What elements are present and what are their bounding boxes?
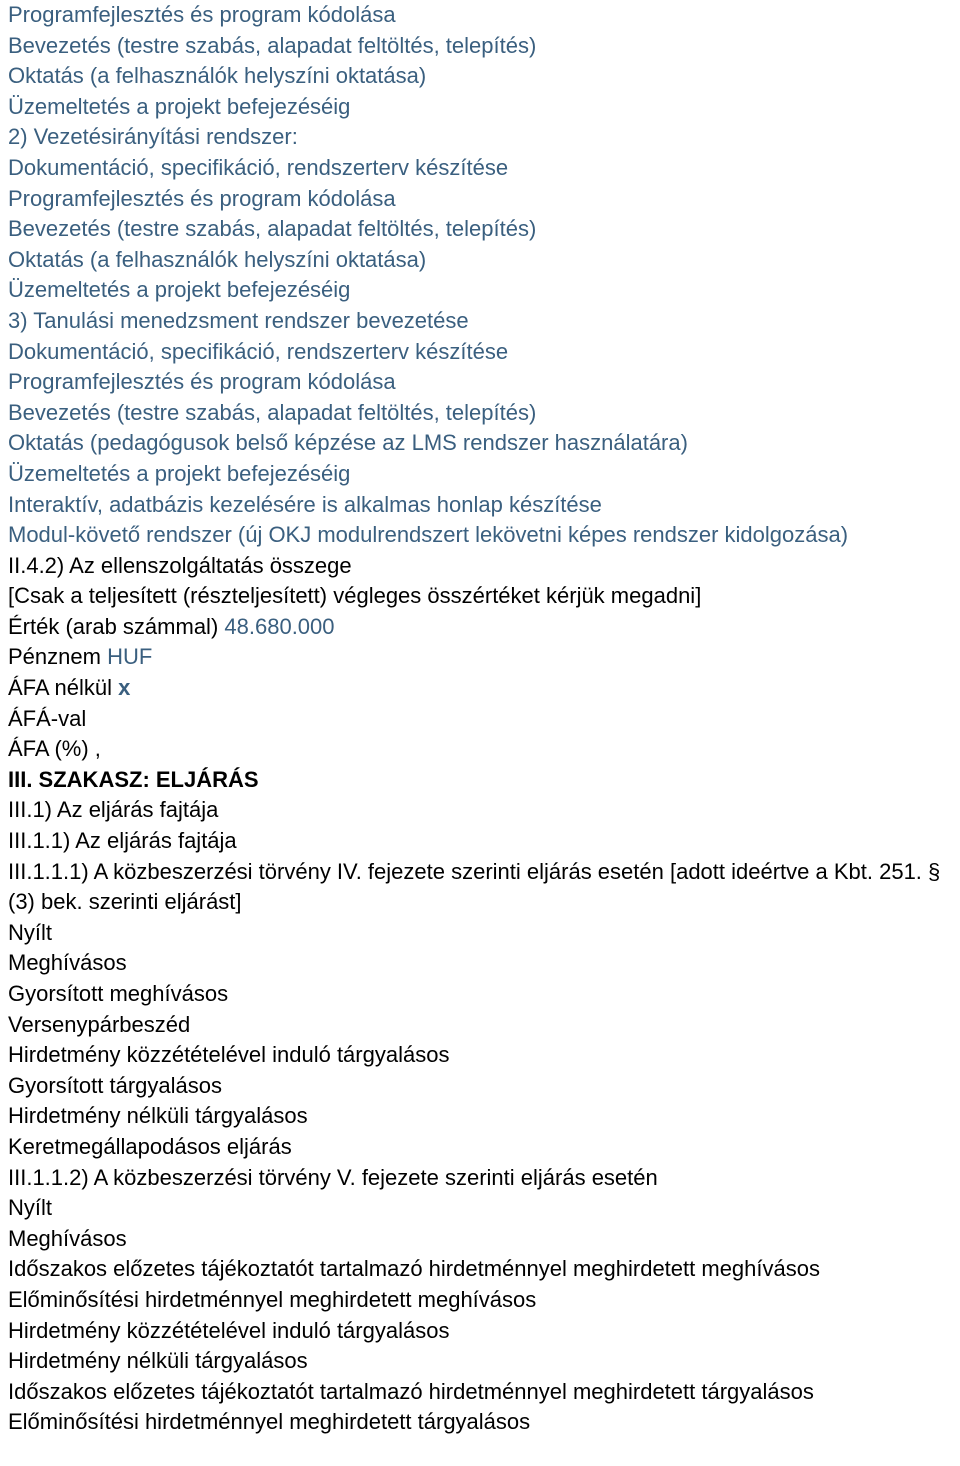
list-item: Előminősítési hirdetménnyel meghirdetett tárgyalásos [8, 1409, 531, 1435]
value-amount: 48.680.000 [224, 613, 335, 639]
service-line: Programfejlesztés és program kódolása [8, 2, 396, 27]
subsection-heading: III.1) Az eljárás fajtája [8, 797, 219, 823]
list-item: Nyílt [8, 919, 52, 945]
service-line: Programfejlesztés és program kódolása [8, 185, 396, 211]
list-item: Gyorsított tárgyalásos [8, 1072, 222, 1098]
service-line: Programfejlesztés és program kódolása [8, 369, 396, 395]
service-line: Bevezetés (testre szabás, alapadat feltöltés, telepítés) [8, 399, 537, 425]
list-item: Időszakos előzetes tájékoztatót tartalmazó hirdetménnyel meghirdetett tárgyalásos [8, 1378, 814, 1404]
service-line: Üzemeltetés a projekt befejezéséig [8, 93, 351, 119]
service-line: Interaktív, adatbázis kezelésére is alkalmas honlap készítése [8, 491, 602, 517]
modul-line: Modul-követő rendszer (új OKJ modulrendszert lekövetni képes rendszer kidolgozása) [8, 522, 849, 548]
service-line: Oktatás (a felhasználók helyszíni oktatása) [8, 246, 427, 272]
currency-value: HUF [107, 644, 153, 670]
subsection-heading: III.1.1.2) A közbeszerzési törvény V. fejezete szerinti eljárás esetén [8, 1164, 658, 1190]
list-item: Keretmegállapodásos eljárás [8, 1133, 292, 1159]
list-item: Hirdetmény közzétételével induló tárgyalásos [8, 1317, 450, 1343]
list-item: Előminősítési hirdetménnyel meghirdetett meghívásos [8, 1286, 537, 1312]
list-item: Hirdetmény nélküli tárgyalásos [8, 1103, 308, 1129]
currency-row [8, 642, 960, 673]
without-vat-label: ÁFA nélkül [8, 675, 112, 701]
without-vat-mark: x [118, 675, 131, 701]
value-label: Érték (arab számmal) [8, 613, 219, 639]
procedure-list-iv [8, 918, 960, 1163]
service-line: Bevezetés (testre szabás, alapadat feltöltés, telepítés) [8, 32, 537, 58]
list-item: Hirdetmény nélküli tárgyalásos [8, 1348, 308, 1374]
service-heading: 2) Vezetésirányítási rendszer: [8, 124, 298, 150]
section-iii [8, 765, 960, 1438]
vat-percent-label: ÁFA (%) , [8, 736, 101, 762]
service-list [8, 0, 960, 551]
subsection-heading: III.1.1.1) A közbeszerzési törvény IV. fejezete szerinti eljárás esetén [adott ideértve a Kbt. 251. § (3) bek. szerinti eljárást] [8, 858, 941, 915]
without-vat-row [8, 673, 960, 704]
list-item: Hirdetmény közzétételével induló tárgyalásos [8, 1042, 450, 1068]
value-row [8, 612, 960, 643]
service-heading: 3) Tanulási menedzsment rendszer bevezetése [8, 307, 469, 333]
service-line: Oktatás (pedagógusok belső képzése az LMS rendszer használatára) [8, 430, 688, 456]
list-item: Meghívásos [8, 950, 127, 976]
with-vat-label: ÁFÁ-val [8, 705, 87, 731]
subsection-heading: III.1.1) Az eljárás fajtája [8, 828, 237, 854]
section-ii-4-2 [8, 551, 960, 765]
list-item: Meghívásos [8, 1225, 127, 1251]
service-line: Üzemeltetés a projekt befejezéséig [8, 460, 351, 486]
list-item: Időszakos előzetes tájékoztatót tartalmazó hirdetménnyel meghirdetett meghívásos [8, 1256, 820, 1282]
currency-label: Pénznem [8, 644, 101, 670]
list-item: Nyílt [8, 1195, 52, 1221]
list-item: Versenypárbeszéd [8, 1011, 191, 1037]
section-note: [Csak a teljesített (részteljesített) végleges összértéket kérjük megadni] [8, 583, 702, 609]
service-line: Bevezetés (testre szabás, alapadat feltöltés, telepítés) [8, 216, 537, 242]
service-line: Oktatás (a felhasználók helyszíni oktatása) [8, 63, 427, 89]
service-line: Dokumentáció, specifikáció, rendszerterv készítése [8, 154, 509, 180]
list-item: Gyorsított meghívásos [8, 981, 229, 1006]
service-line: Üzemeltetés a projekt befejezéséig [8, 277, 351, 303]
section-heading: II.4.2) Az ellenszolgáltatás összege [8, 552, 352, 578]
service-line: Dokumentáció, specifikáció, rendszerterv készítése [8, 338, 509, 364]
procedure-list-v [8, 1193, 960, 1438]
section-title: III. SZAKASZ: ELJÁRÁS [8, 766, 259, 792]
